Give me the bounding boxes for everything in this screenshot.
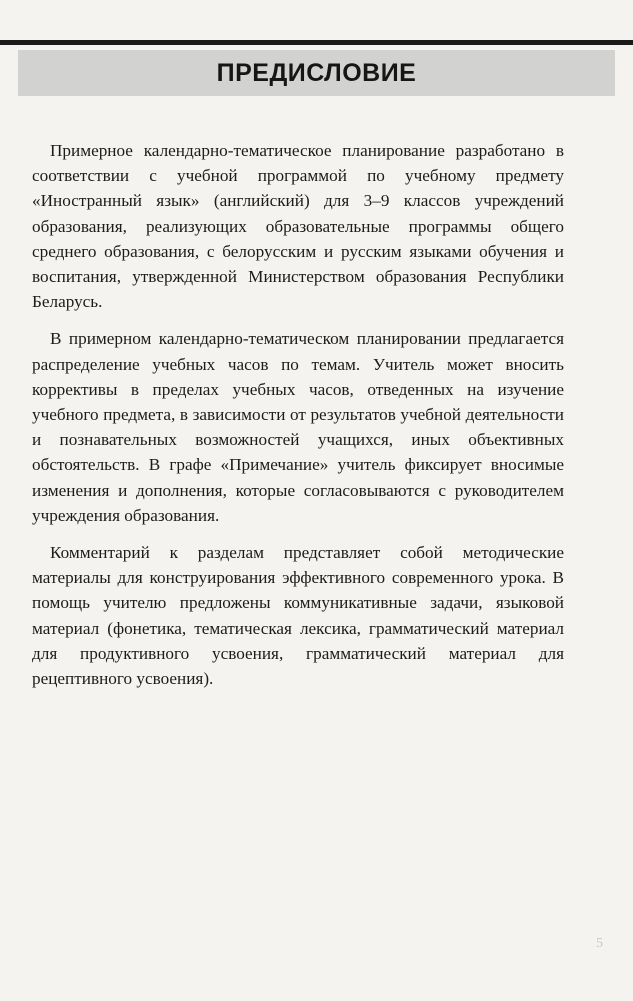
paragraph-intro: Примерное календарно-тематическое планирование разработано в соответствии с учебной программой по учебному предмету «Иностранный язык» (английский) для 3–9 классов учреждений образования, реализующих образовательные программы общего среднего образования, с белорусским и русским языками обучения и воспитания, утвержденной Министерством образования Республики Беларусь. bbox=[32, 141, 564, 312]
paragraph-commentary: Комментарий к разделам представляет собой методические материалы для конструирования эффективного современного урока. В помощь учителю предложены коммуникативные задачи, языковой материал (фонетика, тематическая лексика, грамматический материал для продуктивного усвоения, грамматический материал для рецептивного усвоения). bbox=[32, 543, 564, 689]
paragraph-planning: В примерном календарно-тематическом планировании предлагается распределение учебных часов по темам. Учитель может вносить коррективы в пределах учебных часов, отведенных на изучение учебного предмета, в зависимости от результатов учебной деятельности и познавательных возможностей учащихся, иных объективных обстоятельств. В графе «Примечание» учитель фиксирует вносимые изменения и дополнения, которые согласовываются с руководителем учреждения образования. bbox=[32, 329, 564, 525]
top-rule bbox=[0, 40, 633, 45]
title-band bbox=[18, 50, 615, 96]
page-number: 5 bbox=[596, 936, 603, 951]
page-title: ПРЕДИСЛОВИЕ bbox=[216, 58, 417, 87]
body-text bbox=[32, 138, 564, 703]
